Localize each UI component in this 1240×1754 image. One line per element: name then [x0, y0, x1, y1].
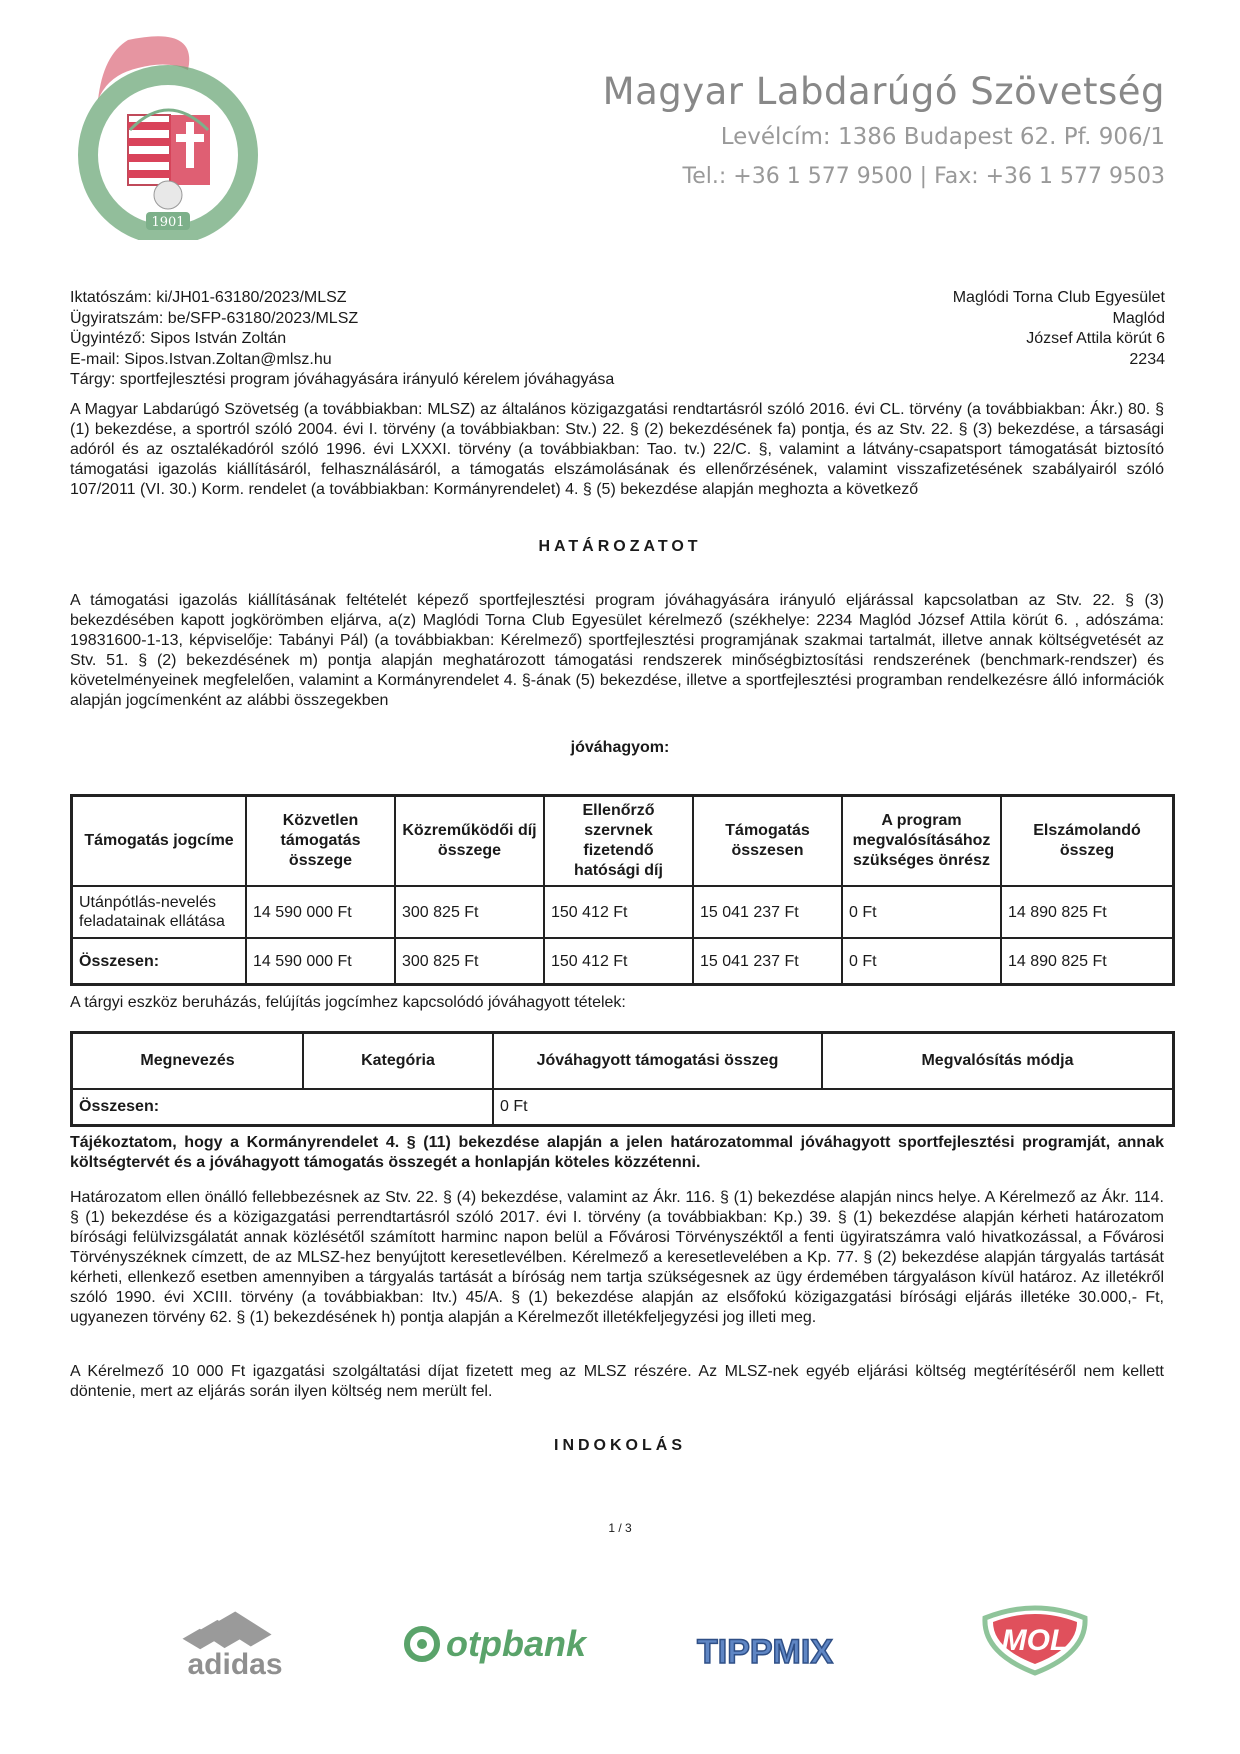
- tippmix-text: TIPPMIX: [696, 1633, 834, 1670]
- table-total-row: [72, 1089, 1174, 1126]
- cell: 14 890 825 Ft: [1001, 938, 1174, 985]
- cell: 15 041 237 Ft: [693, 938, 842, 985]
- mol-logo: [975, 1598, 1095, 1678]
- recipient-name: Maglódi Torna Club Egyesület: [952, 289, 1165, 306]
- table-total-row: [72, 938, 1174, 985]
- approve-label: jóváhagyom:: [570, 739, 670, 756]
- cell: 150 412 Ft: [544, 886, 693, 938]
- col-header: Kategória: [303, 1033, 493, 1090]
- assets-intro: A tárgyi eszköz beruházás, felújítás jogcímhez kapcsolódó jóváhagyott tételek:: [70, 994, 626, 1011]
- recipient-zip: 2234: [1129, 350, 1165, 368]
- col-header: Támogatás jogcíme: [72, 796, 247, 887]
- org-name: Magyar Labdarúgó Szövetség: [602, 70, 1165, 113]
- cell: 300 825 Ft: [395, 886, 544, 938]
- table-header-row: [72, 1033, 1174, 1090]
- document-meta: [70, 288, 614, 391]
- decision-heading: HATÁROZATOT: [538, 538, 702, 555]
- adidas-logo: [175, 1598, 295, 1678]
- intro-paragraph: A Magyar Labdarúgó Szövetség (a továbbiakban: MLSZ) az általános közigazgatási rendtartásról szóló 2016. évi CL. törvény (a továbbiakban: Ákr.) 80. § (1) bekezdése, a sportról szóló 2004. évi I. törvény (a továbbiakban: Stv.) 22. § (2) bekezdésének fa) pontja, és az Stv. 22. § (3) bekezdése, a társasági adóról és az osztalékadóról szóló 1996. évi LXXXI. törvény (a továbbiakban: Tao. tv.) 22/C. §, valamint a látvány-csapatsport támogatását biztosító támogatási igazolás kiállításáról, felhasználásáról, a támogatás elszámolásának és ellenőrzésének, valamint visszafizetésének szabályairól szóló 107/2011 (VI. 30.) Korm. rendelet (a továbbiakban: Kormányrendelet) 4. § (5) bekezdése alapján meghozta a következő: [70, 401, 1164, 498]
- recipient-address: [953, 288, 1165, 370]
- cell: 0 Ft: [842, 886, 1001, 938]
- cell: Összesen:: [72, 1089, 494, 1126]
- cell: 14 890 825 Ft: [1001, 886, 1174, 938]
- subject: Tárgy: sportfejlesztési program jóváhagyására irányuló kérelem jóváhagyása: [70, 371, 615, 388]
- col-header: Közreműködői díj összege: [395, 796, 544, 887]
- col-header: Közvetlen támogatás összege: [246, 796, 395, 887]
- email: E-mail: Sipos.Istvan.Zoltan@mlsz.hu: [70, 350, 332, 368]
- notice-paragraph: Tájékoztatom, hogy a Kormányrendelet 4. § (11) bekezdése alapján a jelen határozatommal jóváhagyott sportfejlesztési programját, annak költségtervét és a jóváhagyott támogatás összegét a honlapján köteles közzétenni.: [70, 1134, 1164, 1171]
- cell: 14 590 000 Ft: [246, 886, 395, 938]
- col-header: Támogatás összesen: [693, 796, 842, 887]
- otpbank-text: otpbank: [446, 1623, 586, 1664]
- page-number: 1 / 3: [608, 1521, 632, 1535]
- mol-text: MOL: [1001, 1624, 1069, 1657]
- col-header: Megnevezés: [72, 1033, 304, 1090]
- col-header: A program megvalósításához szükséges önrész: [842, 796, 1001, 887]
- col-header: Megvalósítás módja: [822, 1033, 1174, 1090]
- cell: 14 590 000 Ft: [246, 938, 395, 985]
- org-phone: Tel.: +36 1 577 9500 | Fax: +36 1 577 9503: [682, 164, 1165, 189]
- cell: Utánpótlás-nevelés feladatainak ellátása: [72, 886, 247, 938]
- recipient-street: József Attila körút 6: [1026, 330, 1165, 347]
- col-header: Ellenőrző szervnek fizetendő hatósági díj: [544, 796, 693, 887]
- cell: Összesen:: [72, 938, 247, 985]
- assets-table: [70, 1031, 1175, 1127]
- tippmix-logo: [675, 1630, 855, 1670]
- logo-year: 1901: [151, 215, 185, 230]
- recipient-city: Maglód: [1112, 309, 1165, 327]
- col-header: Elszámolandó összeg: [1001, 796, 1174, 887]
- mlsz-logo: [68, 30, 278, 240]
- table-row: [72, 886, 1174, 938]
- registry-number: Iktatószám: ki/JH01-63180/2023/MLSZ: [70, 289, 347, 306]
- cell: 300 825 Ft: [395, 938, 544, 985]
- justification-heading: INDOKOLÁS: [554, 1437, 686, 1454]
- cell: 15 041 237 Ft: [693, 886, 842, 938]
- approval-table: [70, 794, 1175, 986]
- cell: 0 Ft: [842, 938, 1001, 985]
- cell: 150 412 Ft: [544, 938, 693, 985]
- appeal-paragraph: Határozatom ellen önálló fellebbezésnek az Stv. 22. § (4) bekezdése, valamint az Ákr. 116. § (1) bekezdése alapján nincs helye. A Kérelmező az Ákr. 114. § (1) bekezdése és a közigazgatási perrendtartásról szóló 2017. évi I. törvény (a továbbiakban: Kp.) 39. § (1) bekezdése alapján kérheti határozatom bírósági felülvizsgálatát annak közlésétől számított harminc napon belül a Fővárosi Törvényszéktől a fenti ügyiratszámra való hivatkozással, a Fővárosi Törvényszéknek címzett, de az MLSZ-hez benyújtott keresetlevélben. Kérelmező a keresetlevelében a Kp. 77. § (2) bekezdése alapján tárgyalás tartását kérheti, ellenkező esetben amennyiben a tárgyalás tartását a bíróság nem tartja szükségesnek az ügy érdemében tárgyaláson kívül határoz. Az illetékről szóló 1990. évi XCIII. törvény (a továbbiakban: Itv.) 45/A. § (1) bekezdése alapján az elsőfokú közigazgatási bírósági eljárás illetéke 30.000,- Ft, ugyanezen törvény 62. § (1) bekezdésének h) pontja alapján a Kérelmezőt illetékfeljegyzési jog illeti meg.: [70, 1189, 1164, 1326]
- cell: 0 Ft: [493, 1089, 1174, 1126]
- case-number: Ügyiratszám: be/SFP-63180/2023/MLSZ: [70, 309, 359, 327]
- case-officer: Ügyintéző: Sipos István Zoltán: [70, 330, 287, 347]
- org-address: Levélcím: 1386 Budapest 62. Pf. 906/1: [720, 124, 1165, 150]
- fee-paragraph: A Kérelmező 10 000 Ft igazgatási szolgáltatási díjat fizetett meg az MLSZ részére. Az MLSZ-nek egyéb eljárási költség megtérítéséről nem kellett döntenie, mert az eljárás során ilyen költség nem merült fel.: [70, 1363, 1164, 1400]
- decision-paragraph: A támogatási igazolás kiállításának feltételét képező sportfejlesztési program jóváhagyására irányuló eljárással kapcsolatban az Stv. 22. § (3) bekezdésében kapott jogkörömben eljárva, a(z) Maglódi Torna Club Egyesület kérelmező (székhelye: 2234 Maglód József Attila körút 6. , adószáma: 19831600-1-13, képviselője: Tabányi Pál) (a továbbiakban: Kérelmező) sportfejlesztési programjának szakmai tartalmát, illetve annak költségvetését az Stv. 51. § (2) bekezdésének m) pontja alapján meghatározott támogatási rendszerek minőségbiztosítási rendszerének (benchmark-rendszer) és követelményeinek megfelelően, valamint a Kormányrendelet 4. §-ának (5) bekezdése, illetve a sportfejlesztési programban rendelkezésre álló információk alapján jogcímenként az alábbi összegekben: [70, 592, 1164, 709]
- otpbank-logo: [402, 1618, 612, 1668]
- table-header-row: [72, 796, 1174, 887]
- col-header: Jóváhagyott támogatási összeg: [493, 1033, 822, 1090]
- adidas-text: adidas: [187, 1648, 283, 1678]
